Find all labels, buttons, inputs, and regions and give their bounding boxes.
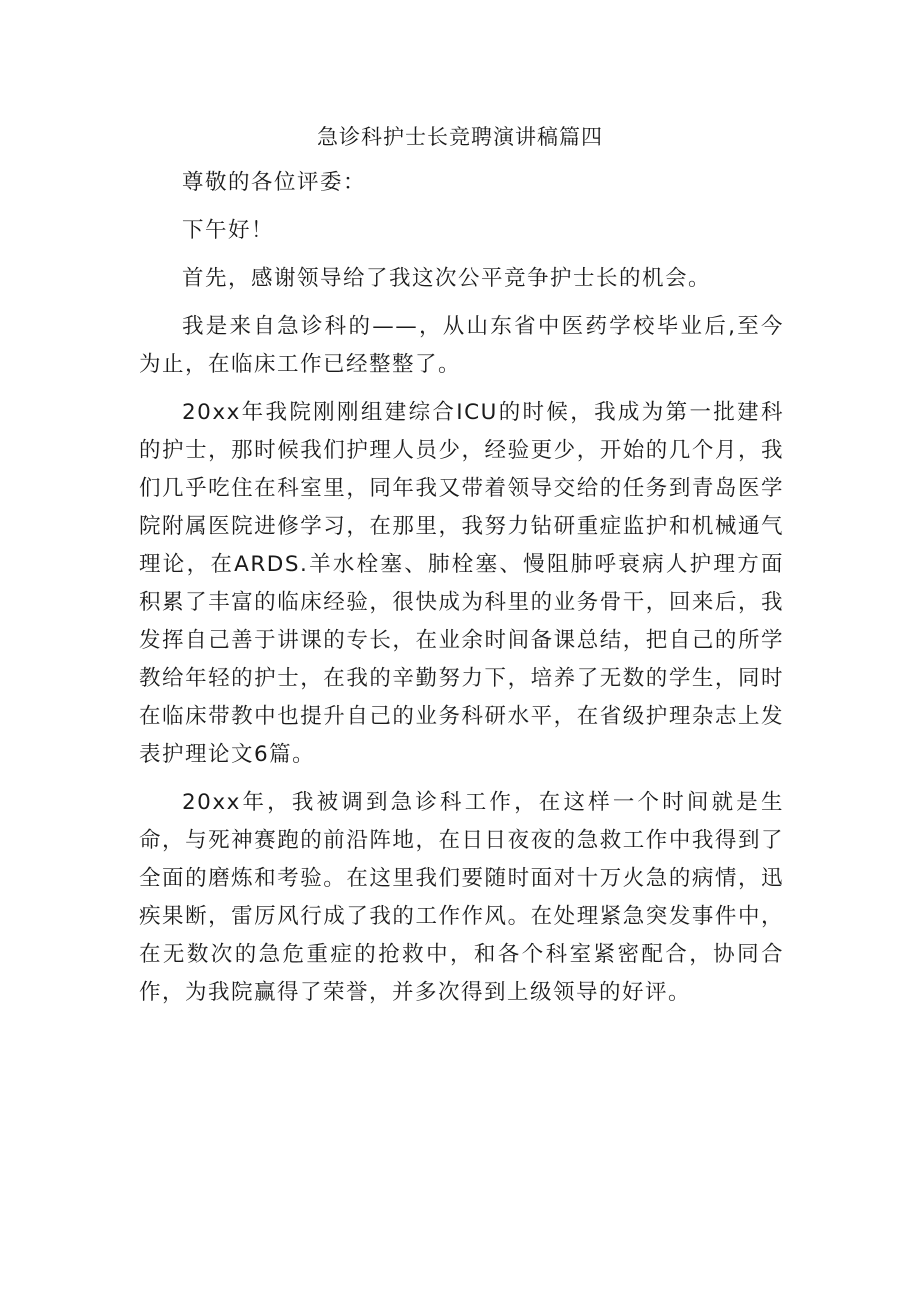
- paragraph-emergency-work: 20xx年，我被调到急诊科工作，在这样一个时间就是生命，与死神赛跑的前沿阵地，在日日夜夜的急救工作中我得到了全面的磨炼和考验。在这里我们要随时面对十万火急的病情，迅疾果断，雷厉风行成了我的工作作风。在处理紧急突发事件中，在无数次的急危重症的抢救中，和各个科室紧密配合，协同合作，为我院赢得了荣誉，并多次得到上级领导的好评。: [139, 790, 784, 1005]
- paragraph-thanks: 首先，感谢领导给了我这次公平竞争护士长的机会。: [182, 266, 712, 291]
- paragraph-salutation: 尊敬的各位评委：: [182, 170, 367, 195]
- paragraph-greeting: 下午好！: [182, 218, 275, 243]
- document-body: [139, 164, 784, 1022]
- document-title: 急诊科护士长竞聘演讲稿篇四: [317, 125, 603, 149]
- paragraph-icu-experience: 20xx年我院刚刚组建综合ICU的时候，我成为第一批建科的护士，那时候我们护理人员少，经验更少，开始的几个月，我们几乎吃住在科室里，同年我又带着领导交给的任务到青岛医学院附属医院进修学习，在那里，我努力钻研重症监护和机械通气理论，在ARDS.羊水栓塞、肺栓塞、慢阻肺呼衰病人护理方面积累了丰富的临床经验，很快成为科里的业务骨干，回来后，我发挥自己善于讲课的专长，在业余时间备课总结，把自己的所学教给年轻的护士，在我的辛勤努力下，培养了无数的学生，同时在临床带教中也提升自己的业务科研水平，在省级护理杂志上发表护理论文6篇。: [139, 400, 784, 767]
- paragraph-introduction: 我是来自急诊科的——，从山东省中医药学校毕业后,至今为止，在临床工作已经整整了。: [139, 314, 784, 377]
